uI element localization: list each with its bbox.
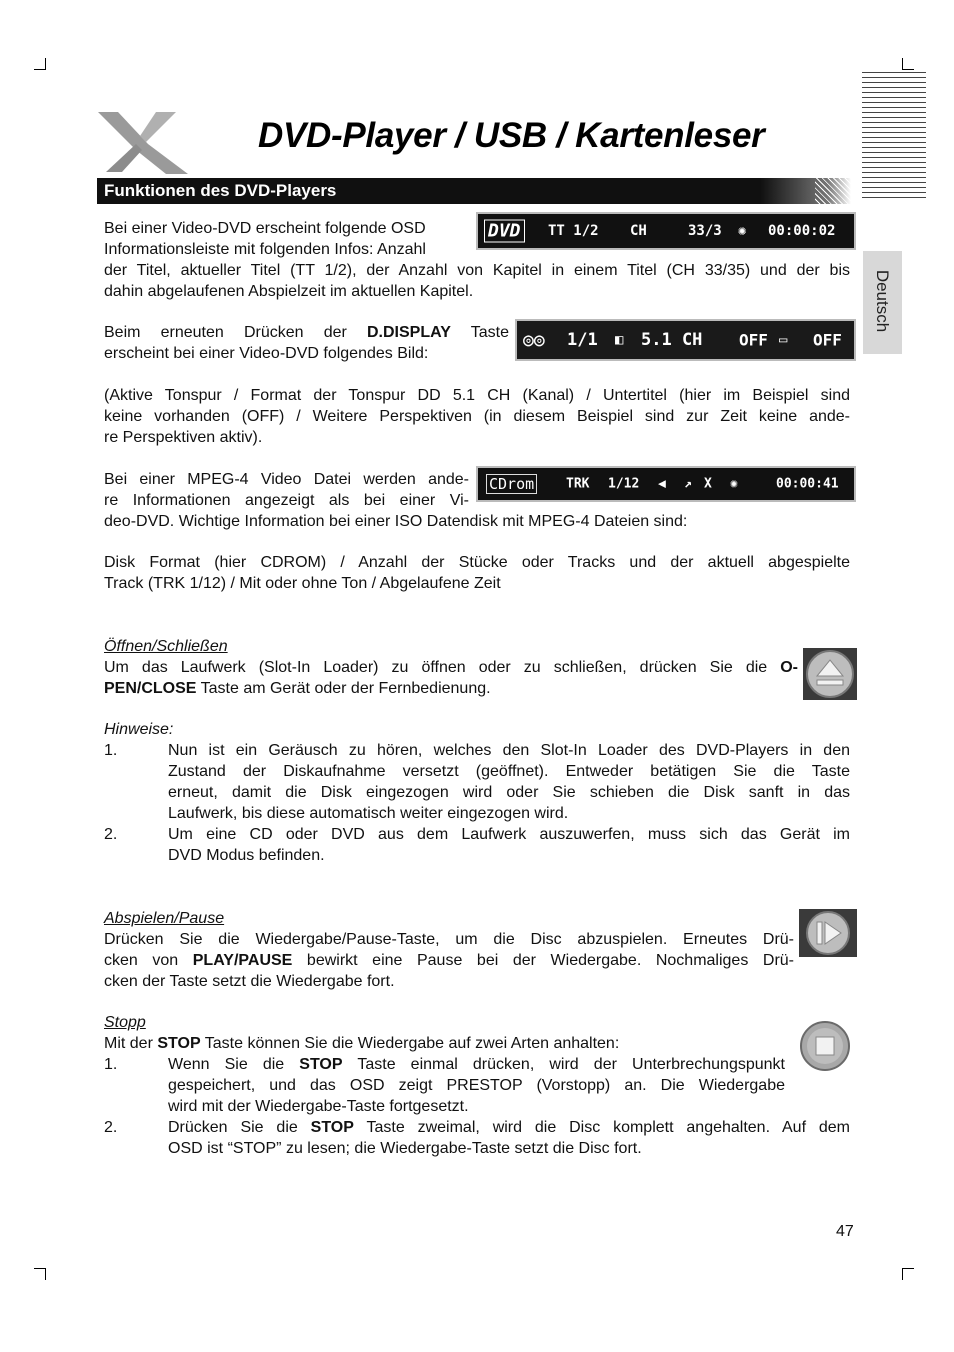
subheading: Stopp: [104, 1014, 146, 1031]
key-name: STOP: [310, 1119, 354, 1136]
list-number: 1.: [104, 1056, 118, 1073]
disc-icon: ✺: [730, 476, 738, 492]
text-line: [168, 1117, 850, 1138]
text-line: Disk Format (hier CDROM) / Anzahl der Stücke oder Tracks und der aktuell abgespielte: [104, 554, 850, 571]
language-tab-label: Deutsch: [873, 269, 892, 333]
note-1: [168, 740, 850, 824]
text-line: deo-DVD. Wichtige Information bei einer ISO Datendisk mit MPEG-4 Dateien sind:: [104, 513, 688, 530]
text-line: der Titel, aktueller Titel (TT 1/2), der Anzahl von Kapitel in einem Titel (CH 33/35) und der bis: [104, 262, 850, 279]
section-stop: [104, 1012, 850, 1054]
crop-mark-bottom-right: [902, 1268, 914, 1280]
text-line: erscheint bei einer Video-DVD folgendes Bild:: [104, 345, 429, 362]
text-line: [104, 1033, 850, 1054]
osd-chapter-label: CH: [630, 223, 647, 239]
crop-mark-top-right: [902, 58, 914, 70]
text-line: erneut, damit die Disk eingezogen wird oder Sie schieben die Disk sanft in das: [168, 784, 850, 801]
eject-button-icon: [803, 648, 857, 700]
note-2: [168, 824, 850, 866]
crop-mark-bottom-left: [34, 1268, 46, 1280]
text-line: [104, 657, 798, 678]
text-line: wird mit der Wiedergabe-Taste fortgesetzt.: [168, 1098, 469, 1115]
text-span: Wenn Sie die: [168, 1056, 300, 1073]
text-span: Taste einmal drücken, wird der Unterbrechungspunkt: [342, 1056, 785, 1073]
play-pause-button-icon: [799, 909, 857, 957]
list-number: 1.: [104, 742, 118, 759]
osd-audio-format: 5.1 CH: [641, 330, 703, 350]
subheading: Abspielen/Pause: [104, 910, 225, 927]
camera-icon: ▭: [779, 332, 788, 348]
text-line: Zustand der Diskaufnahme versetzt (geöffnet). Entweder betätigen Sie die Taste: [168, 763, 850, 780]
text-line: Laufwerk, bis diese automatisch weiter eingezogen wird.: [168, 805, 569, 822]
text-line: [168, 1054, 785, 1075]
text-span: cken von: [104, 952, 193, 969]
key-name: PEN/CLOSE: [104, 680, 197, 697]
osd-elapsed-time: 00:00:41: [776, 476, 839, 492]
osd-angle: OFF: [813, 330, 842, 350]
text-line: Informationsleiste mit folgenden Infos: Anzahl: [104, 241, 426, 258]
text-span: Taste können Sie die Wiedergabe auf zwei Arten anhalten:: [200, 1035, 620, 1052]
text-line: gespeichert, und das OSD zeigt PRESTOP (Vorstopp) an. Die Wiedergabe: [168, 1077, 785, 1094]
text-span: Drücken Sie die: [168, 1119, 311, 1136]
notes-heading: Hinweise:: [104, 721, 174, 738]
text-line: re Informationen angezeigt als bei einer Vi-: [104, 492, 469, 509]
language-tab: [863, 251, 902, 354]
text-line: DVD Modus befinden.: [168, 847, 325, 864]
stop-step-2: [168, 1117, 850, 1159]
mute-icon: X: [704, 476, 712, 492]
paragraph-display-explanation: [104, 385, 850, 448]
text-line: [104, 950, 794, 971]
text-line: (Aktive Tonspur / Format der Tonspur DD 5.1 CH (Kanal) / Untertitel (hier im Beispiel sind: [104, 387, 850, 404]
key-name: D.DISPLAY: [367, 324, 451, 341]
osd-display-bar: [515, 319, 856, 361]
speaker-icon: ◀: [658, 476, 666, 492]
text-line: OSD ist “STOP” zu lesen; die Wiedergabe-Taste setzt die Disc fort.: [168, 1140, 642, 1157]
osd-chapter-counter: 33/3: [688, 223, 722, 239]
page-number: 47: [836, 1223, 854, 1240]
text-line: keine vorhanden (OFF) / Weitere Perspektiven (in diesem Beispiel sind zur Zeit keine ande-: [104, 408, 850, 425]
section-header: [97, 178, 851, 204]
dvd-logo-icon: DVD: [484, 220, 525, 243]
brand-logo: [96, 108, 192, 176]
text-span: Taste zweimal, wird die Disc komplett angehalten. Auf dem: [353, 1119, 850, 1136]
text-line: Bei einer MPEG-4 Video Datei werden ande-: [104, 471, 469, 488]
osd-title-counter: TT 1/2: [548, 223, 599, 239]
text-span: Um das Laufwerk (Slot-In Loader) zu öffnen oder zu schließen, drücken Sie die: [104, 659, 781, 676]
section-pattern: [815, 178, 851, 204]
text-span: Beim erneuten Drücken der: [104, 324, 367, 341]
text-line: dahin abgelaufenen Abspielzeit im aktuellen Kapitel.: [104, 283, 474, 300]
text-line: Um eine CD oder DVD aus dem Laufwerk auszuwerfen, muss sich das Gerät im: [168, 826, 850, 843]
section-open-close: [104, 636, 798, 699]
dolby-icon: ◧: [615, 332, 624, 348]
key-name: PLAY/PAUSE: [192, 952, 293, 969]
osd-time: 00:00:02: [768, 223, 836, 239]
text-line: Drücken Sie die Wiedergabe/Pause-Taste, um die Disc abzuspielen. Erneutes Drü-: [104, 931, 794, 948]
section-play-pause: [104, 908, 794, 992]
disc-icon: ✺: [738, 223, 747, 239]
stop-step-1: [168, 1054, 785, 1117]
decorative-stripes: [862, 72, 926, 198]
list-number: 2.: [104, 826, 118, 843]
key-name: STOP: [299, 1056, 343, 1073]
text-span: Taste am Gerät oder der Fernbedienung.: [196, 680, 491, 697]
text-line: cken der Taste setzt die Wiedergabe fort.: [104, 973, 395, 990]
paragraph-disk-format: [104, 552, 850, 594]
text-span: bewirkt eine Pause bei der Wiedergabe. Nochmaliges Drü-: [292, 952, 795, 969]
key-name: O-: [780, 659, 798, 676]
subheading: Öffnen/Schließen: [104, 638, 228, 655]
paragraph-osd-info: [104, 218, 850, 302]
text-line: [104, 322, 509, 343]
paragraph-mpeg4: [104, 469, 850, 532]
arrow-icon: ↗: [684, 476, 692, 492]
section-title: Funktionen des DVD-Players: [104, 181, 337, 200]
text-line: Nun ist ein Geräusch zu hören, welches den Slot-In Loader des DVD-Players in den: [168, 742, 850, 759]
list-number: 2.: [104, 1119, 118, 1136]
osd-audio-track: 1/1: [567, 330, 598, 350]
osd-subtitle: OFF: [739, 330, 768, 350]
osd-track-counter: 1/12: [608, 476, 640, 492]
text-line: [104, 678, 798, 699]
text-line: Track (TRK 1/12) / Mit oder ohne Ton / Abgelaufene Zeit: [104, 575, 501, 592]
text-span: Mit der: [104, 1035, 158, 1052]
text-span: Taste: [450, 324, 509, 341]
crop-mark-top-left: [34, 58, 46, 70]
page-title: DVD-Player / USB / Kartenleser: [258, 116, 765, 155]
osd-track-label: TRK: [566, 476, 590, 492]
text-line: Bei einer Video-DVD erscheint folgende OSD: [104, 220, 426, 237]
audio-track-icon: ◎◎: [523, 329, 545, 351]
text-line: re Perspektiven aktiv).: [104, 429, 263, 446]
osd-disk-format: CDrom: [486, 474, 537, 494]
key-name: STOP: [157, 1035, 201, 1052]
stop-button-icon: [798, 1019, 852, 1073]
paragraph-display-key: [104, 322, 509, 364]
